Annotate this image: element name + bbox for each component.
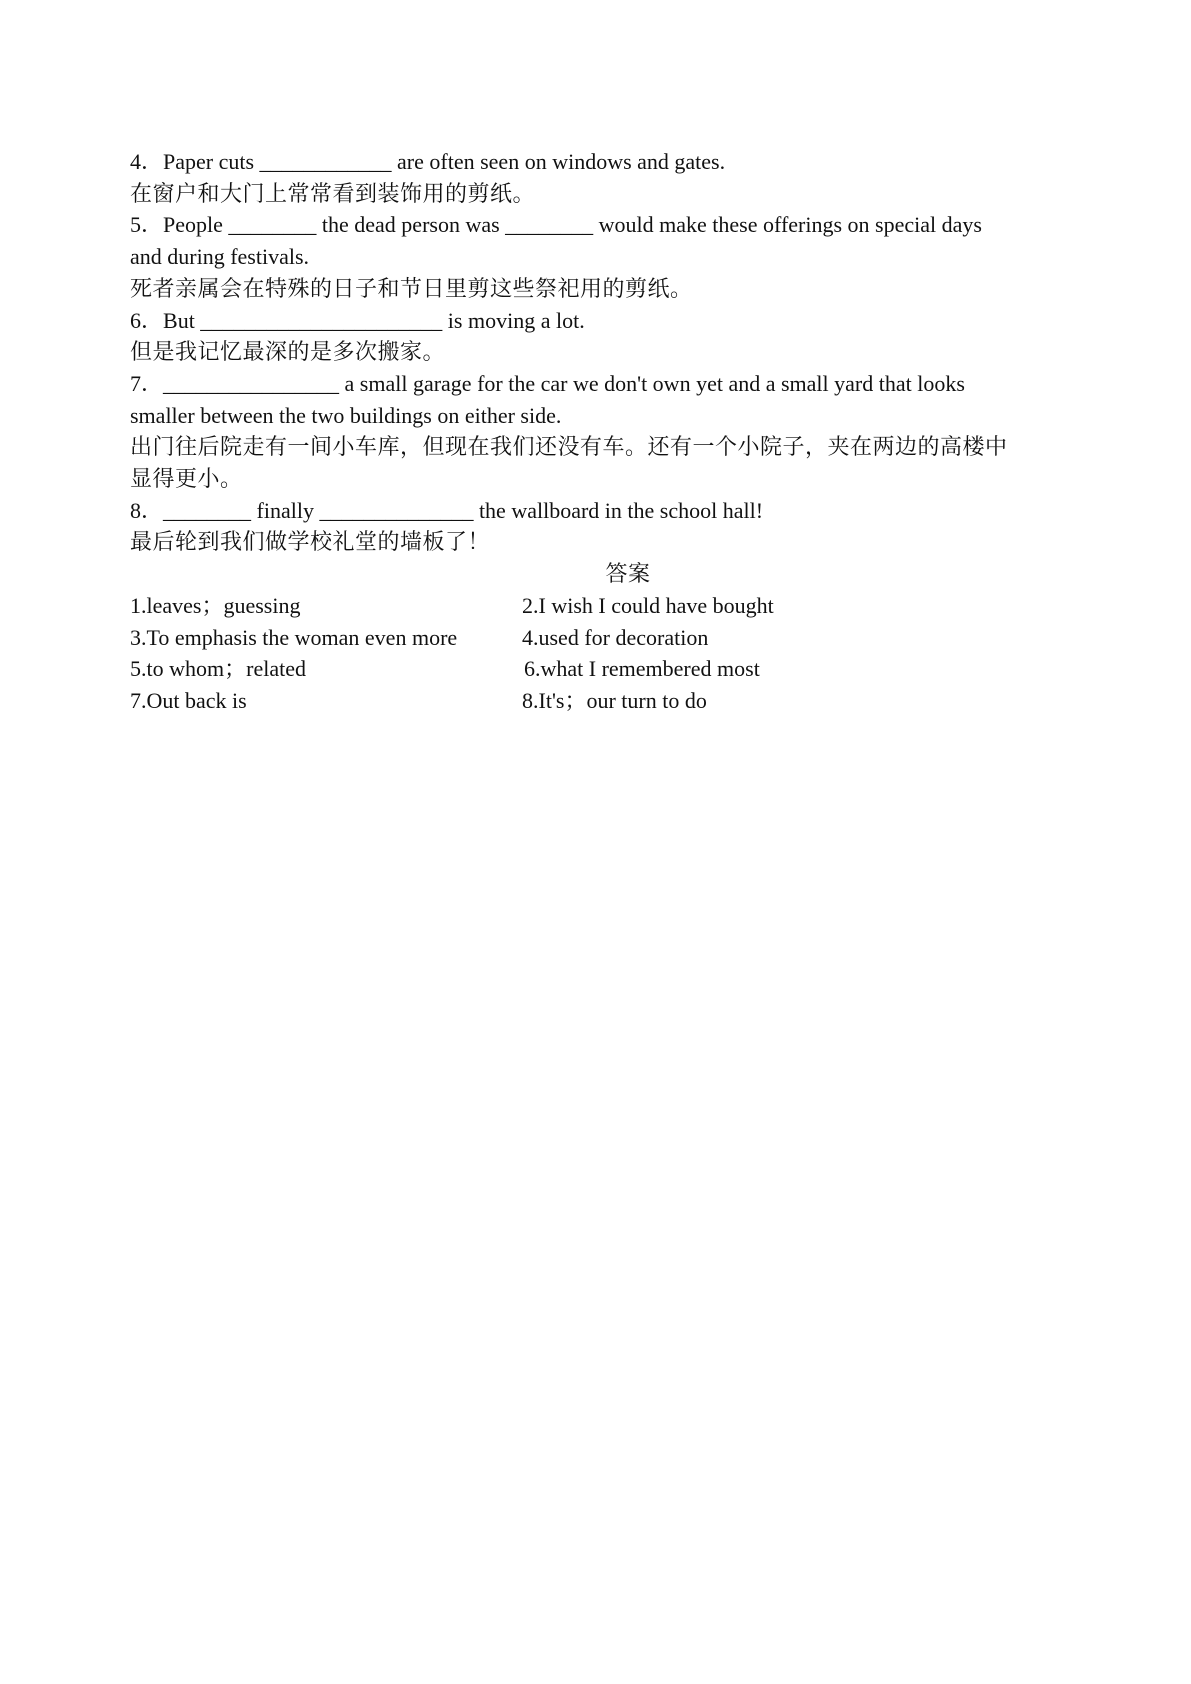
question-number: 5．	[130, 212, 164, 238]
question-number: 7．	[130, 370, 164, 396]
question-number: 4．	[130, 149, 164, 174]
answer-item: 2.I wish I could have bought	[522, 592, 774, 618]
question-number: 8．	[130, 497, 164, 523]
question-text: ________ finally ______________ the wallboard in the school hall!	[163, 497, 764, 523]
question-8	[130, 495, 1086, 558]
answer-item: 3.To emphasis the woman even more	[130, 624, 458, 650]
answer-row	[130, 622, 1086, 654]
answer-item: 7.Out back is	[130, 687, 247, 713]
question-7-chinese-line-2: 显得更小。	[130, 466, 243, 492]
answer-item: 1.leaves；guessing	[130, 592, 301, 618]
question-4-chinese: 在窗户和大门上常常看到装饰用的剪纸。	[130, 180, 536, 206]
question-5-chinese: 死者亲属会在特殊的日子和节日里剪这些祭祀用的剪纸。	[130, 275, 693, 301]
question-number: 6．	[130, 307, 164, 333]
question-8-english	[130, 495, 1086, 527]
question-text: Paper cuts ____________ are often seen on windows and gates.	[163, 149, 726, 174]
answer-item: 6.what I remembered most	[524, 656, 760, 682]
question-7-english-line-1	[130, 368, 1086, 400]
answers-heading: 答案	[605, 561, 651, 587]
question-text: But ______________________ is moving a lot.	[163, 307, 585, 333]
answer-item: 4.used for decoration	[522, 624, 709, 650]
question-text: ________________ a small garage for the car we don't own yet and a small yard that looks	[163, 370, 965, 396]
question-4	[130, 146, 1086, 209]
answer-row	[130, 590, 1086, 622]
page-content	[130, 146, 1086, 717]
question-7	[130, 368, 1086, 495]
question-7-english-line-2: smaller between the two buildings on either side.	[130, 402, 562, 428]
question-4-english	[130, 146, 1086, 178]
question-7-chinese-line-1: 出门往后院走有一间小车库，但现在我们还没有车。还有一个小院子，夹在两边的高楼中	[130, 434, 1008, 460]
answer-row	[130, 685, 1086, 717]
answer-item: 5.to whom；related	[130, 656, 306, 682]
question-8-chinese: 最后轮到我们做学校礼堂的墙板了！	[130, 529, 491, 555]
question-6	[130, 305, 1086, 368]
answer-row	[130, 653, 1086, 685]
question-5-english-line-2: and during festivals.	[130, 244, 310, 270]
question-5-english-line-1	[130, 209, 1086, 241]
question-5	[130, 209, 1086, 304]
answer-item: 8.It's；our turn to do	[522, 687, 707, 713]
answer-key	[130, 590, 1086, 717]
question-6-chinese: 但是我记忆最深的是多次搬家。	[130, 339, 446, 365]
question-text: People ________ the dead person was ________ would make these offerings on special days	[163, 212, 982, 238]
question-6-english	[130, 305, 1086, 337]
